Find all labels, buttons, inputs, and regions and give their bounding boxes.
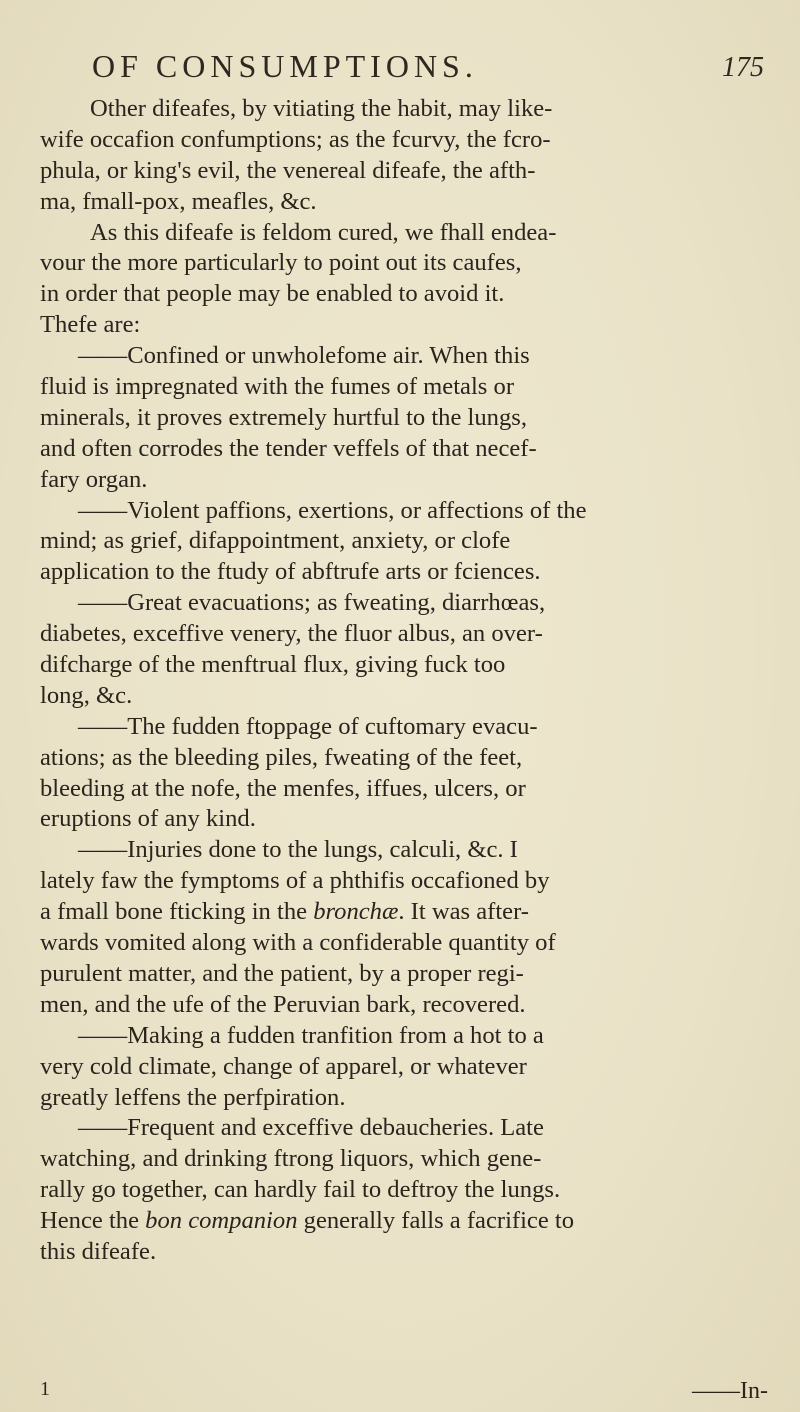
text-line: diabetes, exceffive venery, the fluor albus, an over- bbox=[40, 620, 543, 648]
text-line: ations; as the bleeding piles, fweating of the feet, bbox=[40, 743, 523, 771]
text-line: application to the ftudy of abftrufe arts or fciences. bbox=[40, 558, 541, 586]
text-line: greatly leffens the perfpiration. bbox=[40, 1083, 346, 1111]
text-line: wards vomited along with a confiderable quantity of bbox=[40, 929, 556, 957]
text-line: very cold climate, change of apparel, or whatever bbox=[40, 1052, 527, 1080]
page-footer bbox=[40, 1378, 768, 1408]
text-line: long, &c. bbox=[40, 681, 133, 709]
text-line: phula, or king's evil, the venereal difeafe, the afth- bbox=[40, 156, 536, 184]
text-line: minerals, it proves extremely hurtful to the lungs, bbox=[40, 403, 527, 431]
text-line: difcharge of the menftrual flux, giving fuck too bbox=[40, 651, 506, 679]
text-line: watching, and drinking ftrong liquors, which gene- bbox=[40, 1145, 542, 1173]
text-line: ——Injuries done to the lungs, calculi, &c. I bbox=[78, 836, 518, 864]
text-line: fary organ. bbox=[40, 465, 148, 493]
text-line: ——Violent paffions, exertions, or affections of the bbox=[78, 496, 587, 524]
text-line: vour the more particularly to point out its caufes, bbox=[40, 249, 522, 277]
text-line: rally go together, can hardly fail to deftroy the lungs. bbox=[40, 1176, 561, 1204]
text-line: ——The fudden ftoppage of cuftomary evacu- bbox=[78, 712, 538, 740]
text-line: ——Great evacuations; as fweating, diarrhœas, bbox=[78, 589, 546, 617]
text-line bbox=[40, 1206, 768, 1237]
text-line: Thefe are: bbox=[40, 311, 141, 339]
text-line: ma, fmall-pox, meafles, &c. bbox=[40, 187, 317, 215]
text-line: purulent matter, and the patient, by a proper regi- bbox=[40, 959, 524, 987]
text-line: ——Making a fudden tranfition from a hot to a bbox=[78, 1021, 544, 1049]
body-text bbox=[40, 94, 768, 1268]
page-header bbox=[92, 48, 772, 98]
text-line: Other difeafes, by vitiating the habit, may like- bbox=[90, 95, 553, 122]
text-line: this difeafe. bbox=[40, 1237, 157, 1265]
text-segment: a fmall bone fticking in the bbox=[40, 898, 308, 926]
italic-term: bronchæ bbox=[313, 898, 399, 926]
text-line: As this difeafe is feldom cured, we fhall endea- bbox=[90, 218, 557, 246]
page-number: 175 bbox=[722, 52, 764, 83]
italic-term: bon companion bbox=[145, 1207, 298, 1235]
text-line: eruptions of any kind. bbox=[40, 805, 256, 833]
text-segment: Hence the bbox=[40, 1207, 139, 1235]
text-line: ——Frequent and exceffive debaucheries. Late bbox=[78, 1114, 544, 1142]
signature-mark: 1 bbox=[40, 1378, 50, 1400]
text-line bbox=[40, 897, 768, 928]
text-line: in order that people may be enabled to avoid it. bbox=[40, 280, 505, 308]
text-line: and often corrodes the tender veffels of that necef- bbox=[40, 434, 537, 462]
running-head: OF CONSUMPTIONS. bbox=[92, 48, 478, 84]
text-segment: generally falls a facrifice to bbox=[303, 1207, 575, 1235]
text-line: wife occafion confumptions; as the fcurvy, the fcro- bbox=[40, 125, 551, 153]
catchword: ——In- bbox=[692, 1378, 768, 1404]
text-line: lately faw the fymptoms of a phthifis occafioned by bbox=[40, 867, 550, 895]
text-line: bleeding at the nofe, the menfes, iffues, ulcers, or bbox=[40, 774, 526, 802]
text-segment: . It was after- bbox=[398, 898, 529, 926]
text-line: men, and the ufe of the Peruvian bark, recovered. bbox=[40, 990, 526, 1018]
text-line: ——Confined or unwholefome air. When this bbox=[78, 342, 530, 370]
text-line: mind; as grief, difappointment, anxiety, or clofe bbox=[40, 527, 511, 555]
text-line: fluid is impregnated with the fumes of metals or bbox=[40, 373, 515, 401]
